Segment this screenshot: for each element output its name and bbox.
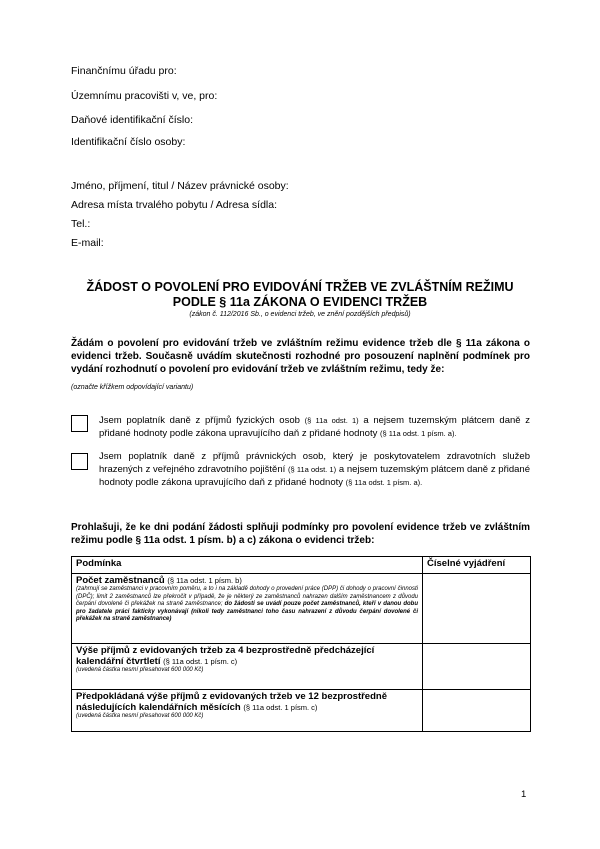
condition-desc: (uvedená částka nesmí přesahovat 600 000 Kč) [76, 713, 204, 719]
option-1-ref: (§ 11a odst. 1) [304, 416, 359, 425]
condition-title: Předpokládaná výše příjmů z evidovaných tržeb ve 12 bezprostředně následujících kalendářních měsících [76, 691, 387, 713]
condition-title: Výše příjmů z evidovaných tržeb za 4 bezprostředně předcházející kalendářní čtvrtletí [76, 645, 375, 667]
option-1-ref2: (§ 11a odst. 1 písm. a). [379, 429, 457, 438]
option-2-main: Jsem poplatník daně z příjmů právnických osob, který je poskytovatelem zdravotních služeb hrazených z veřejného zdravotního pojištění [99, 451, 530, 475]
condition-ref: (§ 11a odst. 1 písm. c) [243, 703, 318, 712]
table-row [72, 644, 531, 690]
option-2-checkbox[interactable] [71, 453, 88, 470]
condition-cell [72, 690, 423, 732]
table-row [72, 690, 531, 732]
option-1-checkbox[interactable] [71, 415, 88, 432]
page-number: 1 [521, 789, 527, 800]
header-field-adresa: Adresa místa trvalého pobytu / Adresa sídla: [71, 199, 278, 211]
option-1-main: Jsem poplatník daně z příjmů fyzických osob [99, 415, 300, 426]
condition-ref: (§ 11a odst. 1 písm. c) [163, 657, 238, 666]
request-paragraph: Žádám o povolení pro evidování tržeb ve zvláštním režimu evidence tržeb dle § 11a zákona o evidenci tržeb. Současně uvádím skutečnosti rozhodné pro posouzení naplnění podmínek pro vydání rozhodnutí o povolení pro evidování tržeb ve zvláštním režimu, tedy že: [71, 338, 530, 375]
condition-title: Počet zaměstnanců [76, 575, 165, 586]
document-title-line2: PODLE § 11a ZÁKONA O EVIDENCI TRŽEB [172, 295, 428, 309]
option-1-text [99, 414, 530, 440]
condition-desc: (uvedená částka nesmí přesahovat 600 000 Kč) [76, 667, 204, 673]
conditions-table [71, 556, 531, 732]
condition-ref: (§ 11a odst. 1 písm. b) [167, 576, 242, 585]
condition-desc-bold: do žádosti se uvádí pouze počet zaměstnanců, kteří v danou dobu pro žadatele práci fakticky vykonávají (nikoli tedy zaměstnanci toho času nahrazení z důvodu čerpání dovolené či překážek na straně zaměstnance) [76, 601, 418, 622]
request-note: (označte křížkem odpovídající variantu) [71, 384, 194, 391]
header-field-tel: Tel.: [71, 218, 91, 230]
option-2-text [99, 450, 530, 489]
declaration-paragraph: Prohlašuji, že ke dni podání žádosti splňuji podmínky pro povolení evidence tržeb ve zvláštním režimu podle § 11a odst. 1 písm. b) a c) zákona o evidenci tržeb: [71, 522, 530, 546]
table-header-condition: Podmínka [72, 557, 423, 574]
header-field-financni-urad: Finančnímu úřadu pro: [71, 65, 177, 77]
condition-desc: (zahrnují se zaměstnanci v pracovním poměru, a to i na základě dohody o provedení práce (DPP) či dohody o pracovní činnosti (DPČ); limit 2 zaměstnanců lze překročit v případě, že je některý ze zaměstnanců nahrazen dalším zaměstnancem z důvodu čerpání dovolené či překážek na straně zaměstnance; [76, 586, 418, 607]
header-field-email: E-mail: [71, 237, 104, 249]
option-2-main2: a nejsem tuzemským plátcem daně z přidané hodnoty podle zákona upravujícího daň z přidané hodnoty [99, 464, 531, 488]
table-header-value: Číselné vyjádření [423, 557, 531, 574]
value-input-cell[interactable] [423, 574, 531, 644]
option-1-main2: a nejsem tuzemským plátcem daně z přidané hodnoty podle zákona upravujícího daň z přidané hodnoty [99, 415, 531, 439]
value-input-cell[interactable] [423, 644, 531, 690]
option-2-ref2: (§ 11a odst. 1 písm. a). [345, 478, 423, 487]
option-2-ref: (§ 11a odst. 1) [288, 465, 337, 474]
header-field-uzemni-pracoviste: Územnímu pracovišti v, ve, pro: [71, 90, 218, 102]
table-row [72, 574, 531, 644]
value-input-cell[interactable] [423, 690, 531, 732]
document-subtitle: (zákon č. 112/2016 Sb., o evidenci tržeb, ve znění pozdějších předpisů) [189, 311, 411, 318]
condition-cell [72, 644, 423, 690]
condition-cell [72, 574, 423, 644]
header-field-jmeno: Jméno, příjmení, titul / Název právnické osoby: [71, 180, 289, 192]
header-field-dic: Daňové identifikační číslo: [71, 114, 193, 126]
table-header-row [72, 557, 531, 574]
header-field-ico: Identifikační číslo osoby: [71, 136, 186, 148]
document-title: ŽÁDOST O POVOLENÍ PRO EVIDOVÁNÍ TRŽEB VE ZVLÁŠTNÍM REŽIMU [86, 280, 514, 294]
